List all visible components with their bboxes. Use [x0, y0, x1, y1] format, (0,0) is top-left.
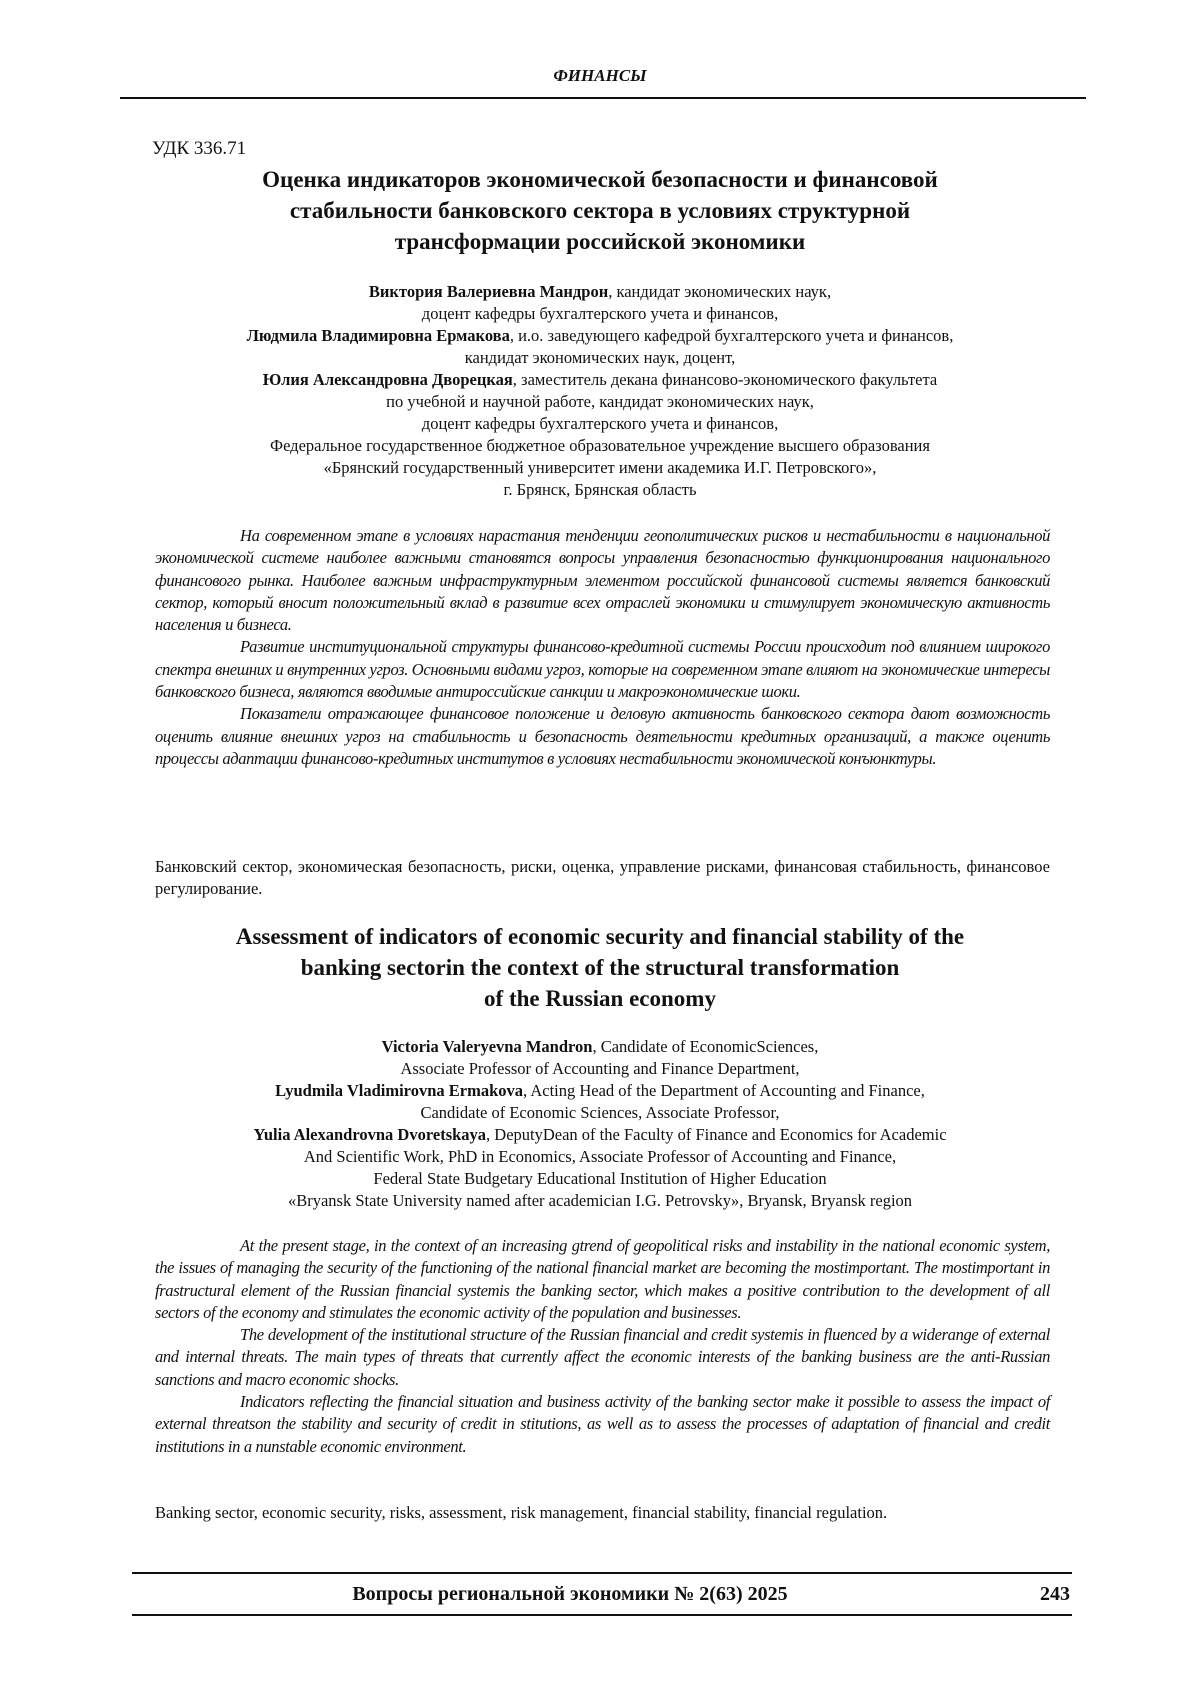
- author-affiliation: , DeputyDean of the Faculty of Finance and Economics for Academic: [486, 1125, 947, 1144]
- author-name: Виктория Валериевна Мандрон: [368, 282, 609, 301]
- author-line: [150, 1102, 1050, 1124]
- author-line: [150, 1168, 1050, 1190]
- author-affiliation: And Scientific Work, PhD in Economics, Associate Professor of Accounting and Finance,: [303, 1147, 897, 1166]
- author-affiliation: кандидат экономических наук, доцент,: [464, 348, 736, 367]
- en-abstract: [155, 1235, 1050, 1458]
- author-name: Yulia Alexandrovna Dvoretskaya: [253, 1125, 487, 1144]
- ru-title-line: трансформации российской экономики: [394, 229, 806, 254]
- author-affiliation: , Candidate of EconomicSciences,: [592, 1037, 819, 1056]
- en-authors: [150, 1036, 1050, 1212]
- author-line: [150, 457, 1050, 479]
- author-affiliation: , Acting Head of the Department of Accounting and Finance,: [523, 1081, 925, 1100]
- author-line: [150, 1058, 1050, 1080]
- page-number: 243: [1040, 1583, 1070, 1605]
- en-title-line: banking sectorin the context of the structural transformation: [300, 955, 900, 980]
- author-line: [150, 413, 1050, 435]
- author-line: [150, 435, 1050, 457]
- author-line: [150, 369, 1050, 391]
- author-affiliation: доцент кафедры бухгалтерского учета и финансов,: [421, 304, 779, 323]
- author-name: Lyudmila Vladimirovna Ermakova: [275, 1081, 523, 1100]
- ru-abstract: [155, 525, 1050, 770]
- author-line: [150, 479, 1050, 501]
- author-affiliation: г. Брянск, Брянская область: [503, 480, 697, 499]
- header-rule: [120, 97, 1086, 99]
- author-name: Юлия Александровна Дворецкая: [262, 370, 513, 389]
- en-title-line: of the Russian economy: [484, 986, 716, 1011]
- ru-keywords: Банковский сектор, экономическая безопасность, риски, оценка, управление рисками, финансовая стабильность, финансовое регулирование.: [155, 857, 1050, 898]
- author-line: [150, 1190, 1050, 1212]
- author-line: [150, 281, 1050, 303]
- author-affiliation: Федеральное государственное бюджетное образовательное учреждение высшего образования: [270, 436, 930, 455]
- author-line: [150, 1124, 1050, 1146]
- en-title-line: Assessment of indicators of economic security and financial stability of the: [235, 924, 965, 949]
- author-affiliation: доцент кафедры бухгалтерского учета и финансов,: [421, 414, 779, 433]
- author-affiliation: , и.о. заведующего кафедрой бухгалтерского учета и финансов,: [509, 326, 954, 345]
- journal-footer: Вопросы региональной экономики № 2(63) 2025: [352, 1583, 788, 1605]
- author-line: [150, 1146, 1050, 1168]
- ru-title: [150, 164, 1050, 257]
- author-line: [150, 303, 1050, 325]
- en-abstract-paragraph: The development of the institutional structure of the Russian financial and credit systemis in fluenced by a widerange of external and internal threats. The main types of threats that currently affect the economic interests of the banking business are the anti-Russian sanctions and macro economic shocks.: [155, 1325, 1050, 1389]
- ru-title-line: стабильности банковского сектора в условиях структурной: [289, 198, 911, 223]
- author-affiliation: , заместитель декана финансово-экономического факультета: [512, 370, 938, 389]
- author-affiliation: «Брянский государственный университет имени академика И.Г. Петровского»,: [323, 458, 877, 477]
- ru-abstract-paragraph: Развитие институциональной структуры финансово-кредитной системы России происходит под влиянием широкого спектра внешних и внутренних угроз. Основными видами угроз, которые на современном этапе влияют на экономические интересы банковского бизнеса, являются вводимые антироссийские санкции и макроэкономические шоки.: [155, 637, 1050, 702]
- author-name: Victoria Valeryevna Mandron: [381, 1037, 593, 1056]
- author-affiliation: , кандидат экономических наук,: [608, 282, 832, 301]
- author-affiliation: Federal State Budgetary Educational Institution of Higher Education: [373, 1169, 827, 1188]
- udk-code: УДК 336.71: [152, 138, 247, 159]
- en-abstract-paragraph: Indicators reflecting the financial situation and business activity of the banking sector make it possible to assess the impact of external threatson the stability and security of credit in stitutions, as well as to assess the processes of adaptation of financial and credit institutions in a nunstable economic environment.: [155, 1392, 1050, 1456]
- en-keywords: Banking sector, economic security, risks, assessment, risk management, financial stability, financial regulation.: [155, 1503, 888, 1522]
- author-affiliation: по учебной и научной работе, кандидат экономических наук,: [386, 392, 814, 411]
- en-abstract-paragraph: At the present stage, in the context of an increasing gtrend of geopolitical risks and instability in the national economic system, the issues of managing the security of the functioning of the national financial market are becoming the mostimportant. The mostimportant in frastructural element of the Russian financial systemis the banking sector, which makes a positive contribution to the development of all sectors of the economy and stimulates the economic activity of the population and businesses.: [155, 1236, 1050, 1322]
- author-line: [150, 1036, 1050, 1058]
- ru-abstract-paragraph: На современном этапе в условиях нарастания тенденции геополитических рисков и нестабильности в национальной экономической системе наиболее важными становятся вопросы управления безопасностью функционирования национального финансового рынка. Наиболее важным инфраструктурным элементом российской финансовой системы является банковский сектор, который вносит положительный вклад в развитие всех отраслей экономики и стимулирует экономическую активность населения и бизнеса.: [155, 526, 1050, 635]
- author-line: [150, 391, 1050, 413]
- author-affiliation: «Bryansk State University named after academician I.G. Petrovsky», Bryansk, Bryansk region: [287, 1191, 913, 1210]
- footer-rule-bottom: [132, 1614, 1072, 1616]
- author-line: [150, 347, 1050, 369]
- running-header-section: ФИНАНСЫ: [553, 66, 647, 85]
- ru-title-line: Оценка индикаторов экономической безопасности и финансовой: [262, 167, 938, 192]
- footer-rule-top: [132, 1572, 1072, 1574]
- en-title: [150, 921, 1050, 1014]
- author-affiliation: Candidate of Economic Sciences, Associate Professor,: [420, 1103, 780, 1122]
- ru-authors: [150, 281, 1050, 501]
- ru-abstract-paragraph: Показатели отражающее финансовое положение и деловую активность банковского сектора дают возможность оценить влияние внешних угроз на стабильность и безопасность деятельности кредитных организаций, а также оценить процессы адаптации финансово-кредитных институтов в условиях нестабильности экономической конъюнктуры.: [155, 704, 1050, 768]
- author-name: Людмила Владимировна Ермакова: [246, 326, 510, 345]
- author-affiliation: Associate Professor of Accounting and Finance Department,: [400, 1059, 800, 1078]
- author-line: [150, 1080, 1050, 1102]
- author-line: [150, 325, 1050, 347]
